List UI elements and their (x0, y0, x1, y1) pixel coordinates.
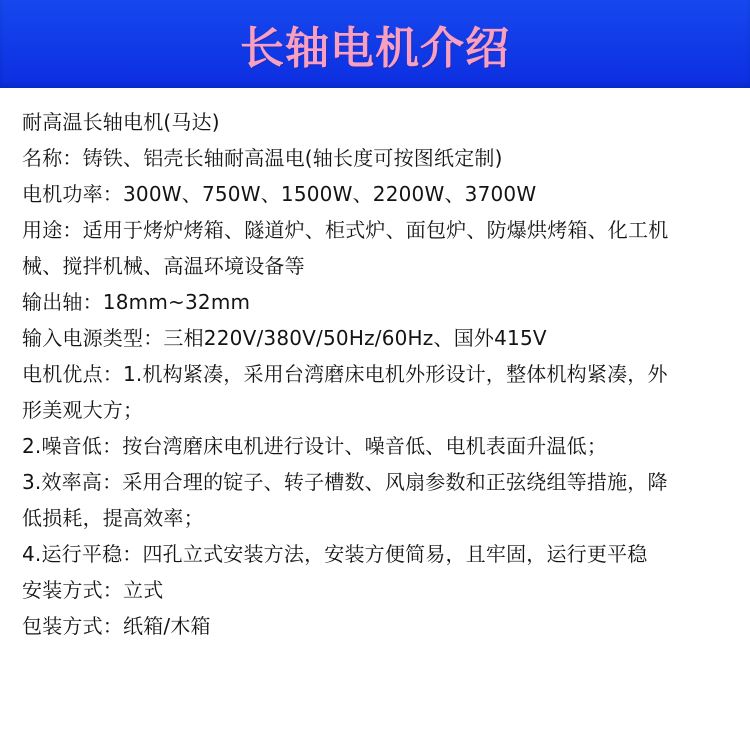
text-line: 耐高温长轴电机(马达) (22, 110, 220, 134)
text-line: 4.运行平稳：四孔立式安装方法，安装方便简易，且牢固，运行更平稳 (22, 542, 648, 566)
page-title: 长轴电机介绍 (240, 23, 510, 74)
text-line: 安装方式：立式 (22, 578, 164, 602)
text-line: 包装方式：纸箱/木箱 (22, 614, 211, 638)
description-block (22, 104, 732, 644)
text-line: 电机优点：1.机构紧凑，采用台湾磨床电机外形设计，整体机构紧凑，外 (22, 362, 668, 386)
text-line: 名称：铸铁、铝壳长轴耐高温电(轴长度可按图纸定制) (22, 146, 503, 170)
text-line: 输入电源类型：三相220V/380V/50Hz/60Hz、国外415V (22, 326, 547, 350)
text-line: 械、搅拌机械、高温环境设备等 (22, 254, 305, 278)
title-banner (0, 0, 750, 88)
text-line: 电机功率：300W、750W、1500W、2200W、3700W (22, 182, 537, 206)
text-line: 形美观大方； (22, 398, 144, 422)
text-line: 输出轴：18mm~32mm (22, 290, 251, 314)
text-line: 2.噪音低：按台湾磨床电机进行设计、噪音低、电机表面升温低； (22, 434, 608, 458)
text-line: 低损耗，提高效率； (22, 506, 204, 530)
text-line: 用途：适用于烤炉烤箱、隧道炉、柜式炉、面包炉、防爆烘烤箱、化工机 (22, 218, 669, 242)
text-line: 3.效率高：采用合理的锭子、转子槽数、风扇参数和正弦绕组等措施，降 (22, 470, 668, 494)
